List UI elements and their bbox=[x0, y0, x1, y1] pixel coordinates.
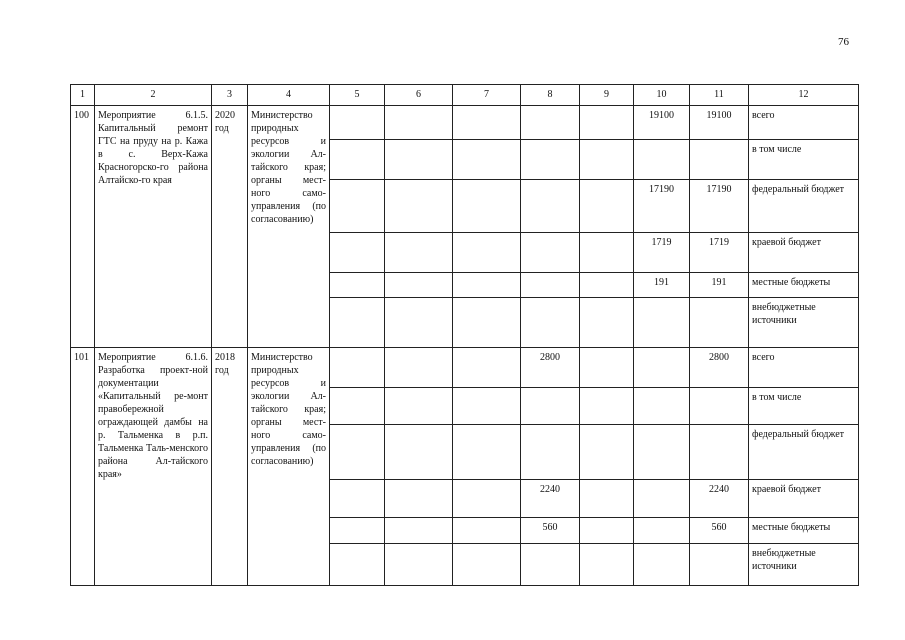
cell-c7 bbox=[453, 273, 521, 298]
cell-c9 bbox=[580, 425, 634, 480]
cell-c9 bbox=[580, 388, 634, 425]
cell-c9 bbox=[580, 180, 634, 233]
table-row bbox=[71, 348, 859, 388]
cell-funding-source: в том числе bbox=[749, 140, 859, 180]
measure-executor: Министерство природных ресурсов и экологии Ал-тайского края; органы мест-ного само-управления (по согласованию) bbox=[248, 348, 330, 586]
cell-c7 bbox=[453, 180, 521, 233]
cell-c9 bbox=[580, 140, 634, 180]
cell-funding-source: федеральный бюджет bbox=[749, 180, 859, 233]
measure-executor: Министерство природных ресурсов и экологии Ал-тайского края; органы мест-ного само-управления (по согласованию) bbox=[248, 106, 330, 348]
cell-c5 bbox=[330, 273, 385, 298]
row-number: 100 bbox=[71, 106, 95, 348]
cell-funding-source: местные бюджеты bbox=[749, 518, 859, 544]
cell-c10: 1719 bbox=[634, 233, 690, 273]
cell-c10 bbox=[634, 544, 690, 586]
cell-c8 bbox=[521, 544, 580, 586]
cell-c10: 17190 bbox=[634, 180, 690, 233]
cell-c10: 191 bbox=[634, 273, 690, 298]
cell-c10 bbox=[634, 518, 690, 544]
cell-c9 bbox=[580, 106, 634, 140]
cell-c5 bbox=[330, 480, 385, 518]
cell-c5 bbox=[330, 544, 385, 586]
cell-c5 bbox=[330, 388, 385, 425]
cell-c5 bbox=[330, 180, 385, 233]
cell-c8 bbox=[521, 273, 580, 298]
cell-c8: 560 bbox=[521, 518, 580, 544]
cell-c8 bbox=[521, 233, 580, 273]
cell-c5 bbox=[330, 425, 385, 480]
cell-c10 bbox=[634, 388, 690, 425]
cell-c5 bbox=[330, 106, 385, 140]
column-header: 12 bbox=[749, 85, 859, 106]
cell-c9 bbox=[580, 518, 634, 544]
cell-c7 bbox=[453, 544, 521, 586]
cell-c11 bbox=[690, 425, 749, 480]
cell-c11: 560 bbox=[690, 518, 749, 544]
cell-c6 bbox=[385, 180, 453, 233]
cell-c10 bbox=[634, 425, 690, 480]
cell-c6 bbox=[385, 233, 453, 273]
cell-c10 bbox=[634, 140, 690, 180]
table-row bbox=[71, 106, 859, 140]
cell-c9 bbox=[580, 348, 634, 388]
cell-c8: 2240 bbox=[521, 480, 580, 518]
measure-name: Мероприятие 6.1.5. Капитальный ремонт ГТС на пруду на р. Кажа в с. Верх-Кажа Красногорско-го района Алтайско-го края bbox=[95, 106, 212, 348]
cell-c7 bbox=[453, 298, 521, 348]
cell-c5 bbox=[330, 298, 385, 348]
cell-c8 bbox=[521, 388, 580, 425]
cell-c9 bbox=[580, 273, 634, 298]
measure-year: 2020 год bbox=[212, 106, 248, 348]
column-header: 1 bbox=[71, 85, 95, 106]
cell-c5 bbox=[330, 348, 385, 388]
table-header-row bbox=[71, 85, 859, 106]
cell-c6 bbox=[385, 425, 453, 480]
cell-c8 bbox=[521, 106, 580, 140]
cell-c11 bbox=[690, 544, 749, 586]
cell-funding-source: краевой бюджет bbox=[749, 480, 859, 518]
cell-c11: 19100 bbox=[690, 106, 749, 140]
cell-c11: 1719 bbox=[690, 233, 749, 273]
cell-c6 bbox=[385, 140, 453, 180]
cell-c7 bbox=[453, 233, 521, 273]
column-header: 10 bbox=[634, 85, 690, 106]
cell-c8 bbox=[521, 140, 580, 180]
cell-funding-source: федеральный бюджет bbox=[749, 425, 859, 480]
cell-c7 bbox=[453, 480, 521, 518]
cell-c5 bbox=[330, 518, 385, 544]
cell-c8 bbox=[521, 180, 580, 233]
cell-c6 bbox=[385, 348, 453, 388]
page-number: 76 bbox=[838, 36, 849, 48]
measure-year: 2018 год bbox=[212, 348, 248, 586]
cell-c9 bbox=[580, 480, 634, 518]
cell-c8 bbox=[521, 298, 580, 348]
cell-funding-source: в том числе bbox=[749, 388, 859, 425]
cell-c5 bbox=[330, 233, 385, 273]
cell-funding-source: внебюджетные источники bbox=[749, 298, 859, 348]
cell-c6 bbox=[385, 388, 453, 425]
column-header: 7 bbox=[453, 85, 521, 106]
cell-c6 bbox=[385, 106, 453, 140]
cell-funding-source: всего bbox=[749, 106, 859, 140]
column-header: 2 bbox=[95, 85, 212, 106]
cell-c5 bbox=[330, 140, 385, 180]
cell-funding-source: краевой бюджет bbox=[749, 233, 859, 273]
cell-c8 bbox=[521, 425, 580, 480]
cell-c11 bbox=[690, 388, 749, 425]
cell-c9 bbox=[580, 298, 634, 348]
cell-c6 bbox=[385, 273, 453, 298]
cell-c7 bbox=[453, 140, 521, 180]
cell-c6 bbox=[385, 480, 453, 518]
cell-c7 bbox=[453, 518, 521, 544]
cell-c6 bbox=[385, 298, 453, 348]
measure-name: Мероприятие 6.1.6. Разработка проект-ной документации «Капитальный ре-монт правобережной ограждающей дамбы на р. Тальменка в р.п. Тальменка Таль-менского района Ал-тайского края» bbox=[95, 348, 212, 586]
cell-funding-source: местные бюджеты bbox=[749, 273, 859, 298]
cell-c11 bbox=[690, 140, 749, 180]
cell-c6 bbox=[385, 518, 453, 544]
cell-c11: 17190 bbox=[690, 180, 749, 233]
column-header: 8 bbox=[521, 85, 580, 106]
cell-c7 bbox=[453, 106, 521, 140]
column-header: 9 bbox=[580, 85, 634, 106]
cell-funding-source: всего bbox=[749, 348, 859, 388]
column-header: 11 bbox=[690, 85, 749, 106]
cell-c11: 191 bbox=[690, 273, 749, 298]
cell-c10: 19100 bbox=[634, 106, 690, 140]
cell-c7 bbox=[453, 388, 521, 425]
cell-c11: 2240 bbox=[690, 480, 749, 518]
cell-funding-source: внебюджетные источники bbox=[749, 544, 859, 586]
cell-c8: 2800 bbox=[521, 348, 580, 388]
cell-c6 bbox=[385, 544, 453, 586]
column-header: 6 bbox=[385, 85, 453, 106]
cell-c9 bbox=[580, 233, 634, 273]
cell-c7 bbox=[453, 425, 521, 480]
cell-c7 bbox=[453, 348, 521, 388]
cell-c10 bbox=[634, 348, 690, 388]
cell-c9 bbox=[580, 544, 634, 586]
column-header: 5 bbox=[330, 85, 385, 106]
cell-c11: 2800 bbox=[690, 348, 749, 388]
program-table bbox=[70, 84, 859, 586]
row-number: 101 bbox=[71, 348, 95, 586]
cell-c10 bbox=[634, 298, 690, 348]
column-header: 4 bbox=[248, 85, 330, 106]
column-header: 3 bbox=[212, 85, 248, 106]
cell-c10 bbox=[634, 480, 690, 518]
cell-c11 bbox=[690, 298, 749, 348]
